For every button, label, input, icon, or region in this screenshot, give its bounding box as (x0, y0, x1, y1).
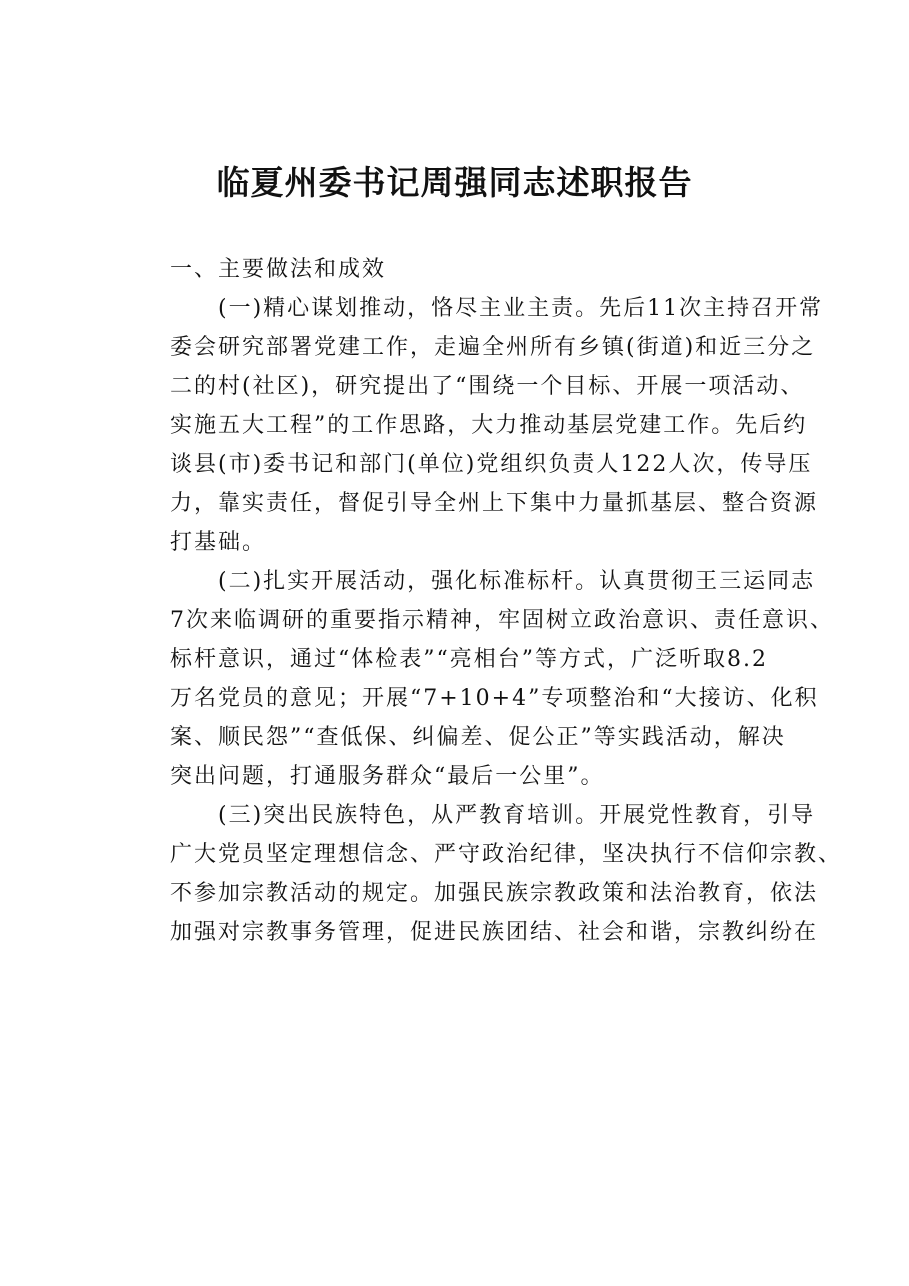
paragraph-1 (122, 289, 824, 562)
paragraph-line: 实施五大工程”的工作思路，大力推动基层党建工作。先后约 (170, 413, 808, 438)
paragraph-line: 案、顺民怨”“查低保、纠偏差、促公正”等实践活动，解决 (170, 725, 786, 750)
section-heading: 一、主要做法和成效 (170, 257, 387, 282)
paragraph-3 (122, 796, 843, 952)
paragraph-line: 突出问题，打通服务群众“最后一公里”。 (170, 764, 605, 789)
paragraph-line: 加强对宗教事务管理，促进民族团结、社会和谐，宗教纠纷在 (170, 920, 819, 945)
paragraph-line: 标杆意识，通过“体检表”“亮相台”等方式，广泛听取8.2 (170, 647, 768, 672)
paragraph-line: 不参加宗教活动的规定。加强民族宗教政策和法治教育，依法 (170, 881, 819, 906)
paragraph-line: (二)扎实开展活动，强化标准标杆。认真贯彻王三运同志 (218, 569, 816, 594)
paragraph-2 (122, 562, 834, 796)
paragraph-line: (一)精心谋划推动，恪尽主业主责。先后11次主持召开常 (218, 296, 824, 321)
paragraph-line: 委会研究部署党建工作，走遍全州所有乡镇(街道)和近三分之 (170, 335, 816, 360)
document-title: 临夏州委书记周强同志述职报告 (216, 163, 693, 202)
paragraph-line: 7次来临调研的重要指示精神，牢固树立政治意识、责任意识、 (170, 608, 834, 633)
paragraph-line: 力，靠实责任，督促引导全州上下集中力量抓基层、整合资源 (170, 491, 819, 516)
paragraph-line: 谈县(市)委书记和部门(单位)党组织负责人122人次，传导压 (170, 452, 813, 477)
paragraph-line: (三)突出民族特色，从严教育培训。开展党性教育，引导 (218, 803, 816, 828)
paragraph-line: 广大党员坚定理想信念、严守政治纪律，坚决执行不信仰宗教、 (170, 842, 843, 867)
paragraph-line: 打基础。 (170, 530, 267, 555)
document-body (122, 250, 843, 952)
paragraph-line: 二的村(社区)，研究提出了“围绕一个目标、开展一项活动、 (170, 374, 805, 399)
paragraph-line: 万名党员的意见；开展“7+10+4”专项整治和“大接访、化积 (170, 686, 819, 711)
